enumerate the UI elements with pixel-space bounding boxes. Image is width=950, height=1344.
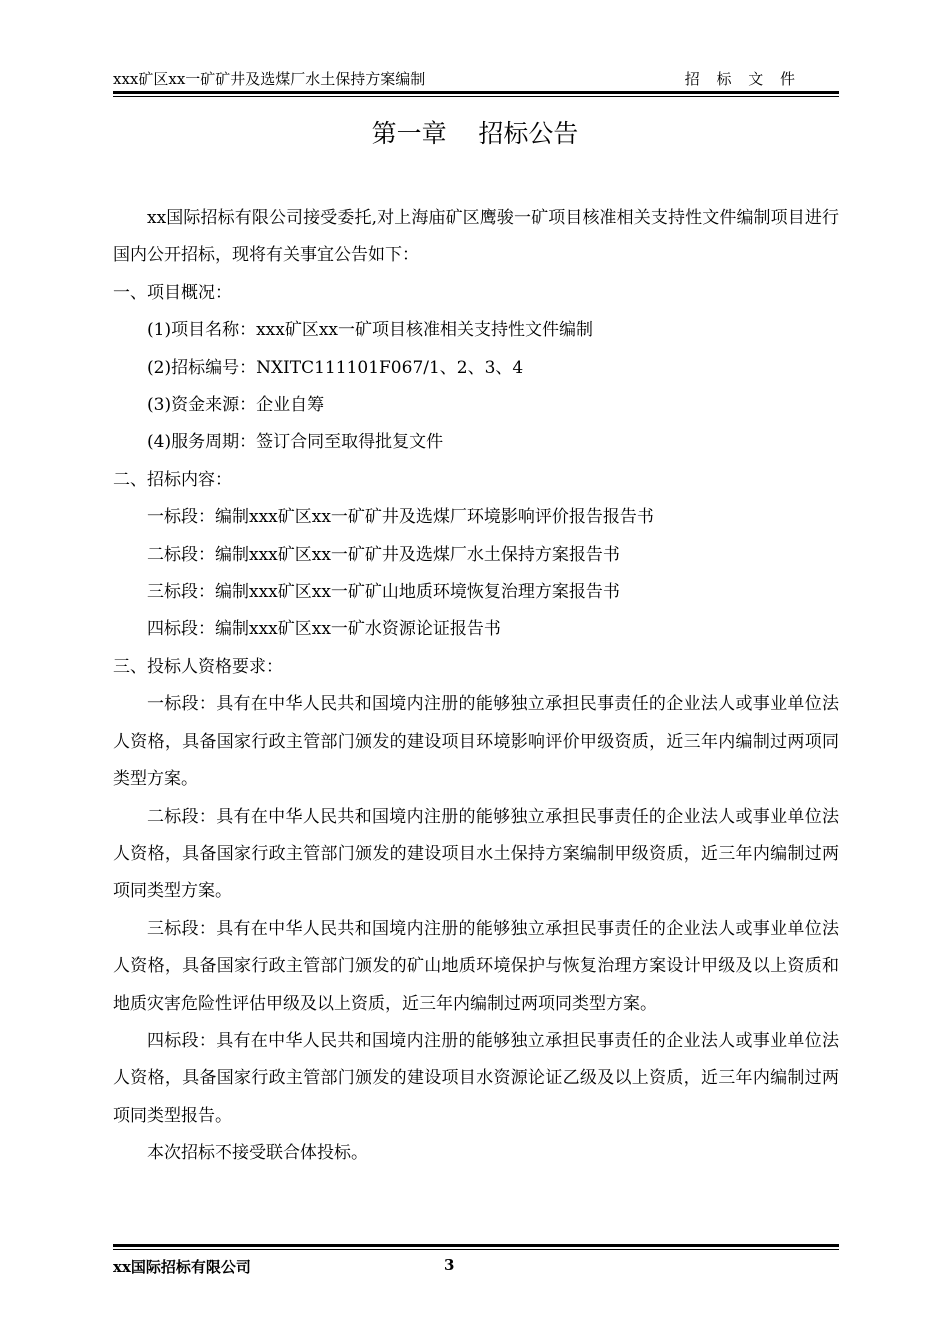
list-item: (2)招标编号：NXITC111101F067/1、2、3、4 [147, 357, 524, 378]
qualification-paragraph: 四标段：具有在中华人民共和国境内注册的能够独立承担民事责任的企业法人或事业单位法人资格，具备国家行政主管部门颁发的建设项目水资源论证乙级及以上资质，近三年内编制过两项同类型报告。 [113, 1030, 839, 1126]
page-header [113, 66, 839, 90]
list-item: 一标段：编制xxx矿区xx一矿矿井及选煤厂环境影响评价报告报告书 [147, 507, 654, 528]
consortium-note: 本次招标不接受联合体投标。 [147, 1143, 368, 1164]
footer-company-name: xx国际招标有限公司 [113, 1258, 251, 1276]
list-item: (1)项目名称：xxx矿区xx一矿项目核准相关支持性文件编制 [147, 320, 594, 341]
qualification-paragraph: 一标段：具有在中华人民共和国境内注册的能够独立承担民事责任的企业法人或事业单位法人资格，具备国家行政主管部门颁发的建设项目环境影响评价甲级资质，近三年内编制过两项同类型方案。 [113, 694, 839, 790]
header-document-title: xxx矿区xx一矿矿井及选煤厂水土保持方案编制 [113, 70, 426, 88]
list-item: (3)资金来源：企业自筹 [147, 395, 325, 416]
section-heading-qualifications: 三、投标人资格要求： [113, 656, 283, 677]
list-item: 二标段：编制xxx矿区xx一矿矿井及选煤厂水土保持方案报告书 [147, 544, 620, 565]
section-heading-content: 二、招标内容： [113, 469, 232, 490]
qualification-paragraph: 三标段：具有在中华人民共和国境内注册的能够独立承担民事责任的企业法人或事业单位法人资格，具备国家行政主管部门颁发的矿山地质环境保护与恢复治理方案设计甲级及以上资质和地质灾害危险性评估甲级及以上资质，近三年内编制过两项同类型方案。 [113, 918, 839, 1014]
header-document-type: 招 标 文 件 [684, 70, 801, 88]
chapter-title: 第一章 招标公告 [371, 119, 579, 148]
list-item: 四标段：编制xxx矿区xx一矿水资源论证报告书 [147, 619, 501, 640]
header-rule [113, 91, 839, 94]
footer-rule [113, 1244, 839, 1247]
list-item: 三标段：编制xxx矿区xx一矿矿山地质环境恢复治理方案报告书 [147, 582, 620, 603]
header-rule-thin [113, 96, 839, 97]
document-body [113, 200, 839, 1173]
page-number: 3 [444, 1256, 455, 1274]
footer-rule-thin [113, 1249, 839, 1250]
list-item: (4)服务周期：签订合同至取得批复文件 [147, 432, 444, 453]
intro-paragraph: xx国际招标有限公司接受委托,对上海庙矿区鹰骏一矿项目核准相关支持性文件编制项目进行国内公开招标，现将有关事宜公告如下： [113, 208, 839, 266]
qualification-paragraph: 二标段：具有在中华人民共和国境内注册的能够独立承担民事责任的企业法人或事业单位法人资格，具备国家行政主管部门颁发的建设项目水土保持方案编制甲级资质，近三年内编制过两项同类型方案。 [113, 806, 839, 902]
section-heading-overview: 一、项目概况： [113, 282, 232, 303]
